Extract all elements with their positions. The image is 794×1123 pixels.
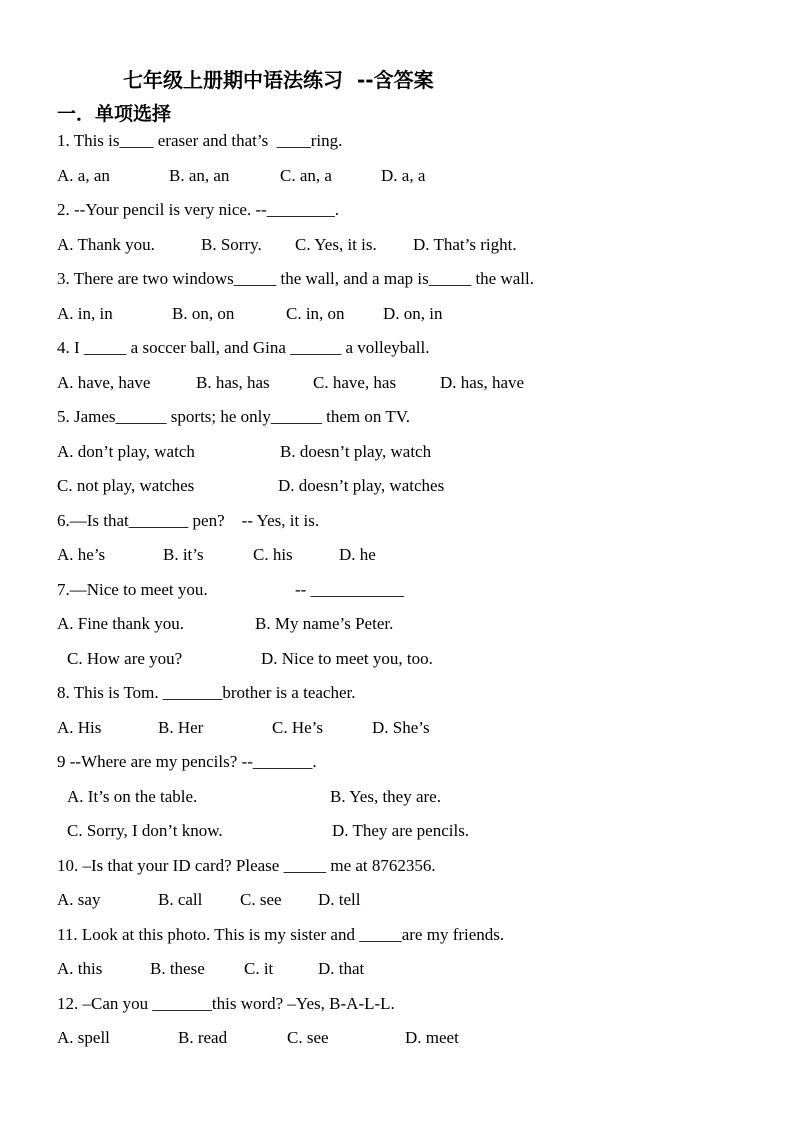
option-a: A. a, an (57, 166, 110, 185)
option-d: D. that (318, 959, 365, 978)
option-b: B. an, an (169, 166, 230, 185)
option-a: A. Thank you. (57, 235, 155, 254)
option-d: D. has, have (440, 373, 525, 392)
section-heading: 一．单项选择 (57, 103, 172, 125)
question-stem: 2. --Your pencil is very nice. --________. (57, 200, 340, 219)
option-b: B. has, has (196, 373, 270, 392)
option-d: D. he (339, 545, 376, 564)
question-reply: -- ___________ (295, 580, 405, 599)
option-b: B. it’s (163, 545, 204, 564)
option-d: D. tell (318, 890, 361, 909)
question-stem: 5. James______ sports; he only______ them on TV. (57, 407, 411, 426)
option-b: B. My name’s Peter. (255, 614, 394, 633)
question-stem: 8. This is Tom. _______brother is a teacher. (57, 683, 356, 702)
question-stem: 7.—Nice to meet you. (57, 580, 208, 599)
option-d: D. on, in (383, 304, 443, 323)
option-c: C. it (244, 959, 274, 978)
question-stem: 10. –Is that your ID card? Please _____ me at 8762356. (57, 856, 436, 875)
option-c: C. Yes, it is. (295, 235, 377, 254)
question-stem: 11. Look at this photo. This is my sister and _____are my friends. (57, 925, 505, 944)
question-stem: 6.—Is that_______ pen? -- Yes, it is. (57, 511, 320, 530)
option-c: C. see (240, 890, 282, 909)
option-b: B. on, on (172, 304, 235, 323)
option-c: C. have, has (313, 373, 397, 392)
option-a: A. say (57, 890, 101, 909)
option-c: C. Sorry, I don’t know. (67, 821, 223, 840)
option-d: D. meet (405, 1028, 459, 1047)
option-c: C. How are you? (67, 649, 183, 668)
option-b: B. Sorry. (201, 235, 262, 254)
title-main: 七年级上册期中语法练习 (123, 68, 343, 92)
question-stem: 3. There are two windows_____ the wall, and a map is_____ the wall. (57, 269, 534, 288)
option-a: A. in, in (57, 304, 113, 323)
page-title (123, 64, 434, 93)
option-a: A. Fine thank you. (57, 614, 185, 633)
option-b: B. read (178, 1028, 228, 1047)
option-d: D. doesn’t play, watches (278, 476, 445, 495)
option-a: A. this (57, 959, 103, 978)
option-b: B. Her (158, 718, 204, 737)
option-a: A. spell (57, 1028, 110, 1047)
option-a: A. don’t play, watch (57, 442, 195, 461)
option-d: D. She’s (372, 718, 430, 737)
option-b: B. these (150, 959, 205, 978)
question-stem: 12. –Can you _______this word? –Yes, B-A-L-L. (57, 994, 395, 1013)
option-c: C. He’s (272, 718, 323, 737)
question-stem: 9 --Where are my pencils? --_______. (57, 752, 317, 771)
option-a: A. he’s (57, 545, 106, 564)
option-c: C. not play, watches (57, 476, 195, 495)
question-stem: 4. I _____ a soccer ball, and Gina ______ a volleyball. (57, 338, 430, 357)
option-d: D. Nice to meet you, too. (261, 649, 433, 668)
option-a: A. It’s on the table. (67, 787, 198, 806)
option-b: B. call (158, 890, 203, 909)
question-stem: 1. This is____ eraser and that’s ____ring. (57, 131, 343, 150)
option-c: C. see (287, 1028, 329, 1047)
option-b: B. Yes, they are. (330, 787, 441, 806)
option-d: D. They are pencils. (332, 821, 470, 840)
title-suffix: --含答案 (357, 68, 434, 92)
option-d: D. That’s right. (413, 235, 517, 254)
option-c: C. an, a (280, 166, 332, 185)
option-c: C. his (253, 545, 293, 564)
option-b: B. doesn’t play, watch (280, 442, 432, 461)
option-a: A. have, have (57, 373, 151, 392)
option-c: C. in, on (286, 304, 345, 323)
option-a: A. His (57, 718, 102, 737)
option-d: D. a, a (381, 166, 426, 185)
